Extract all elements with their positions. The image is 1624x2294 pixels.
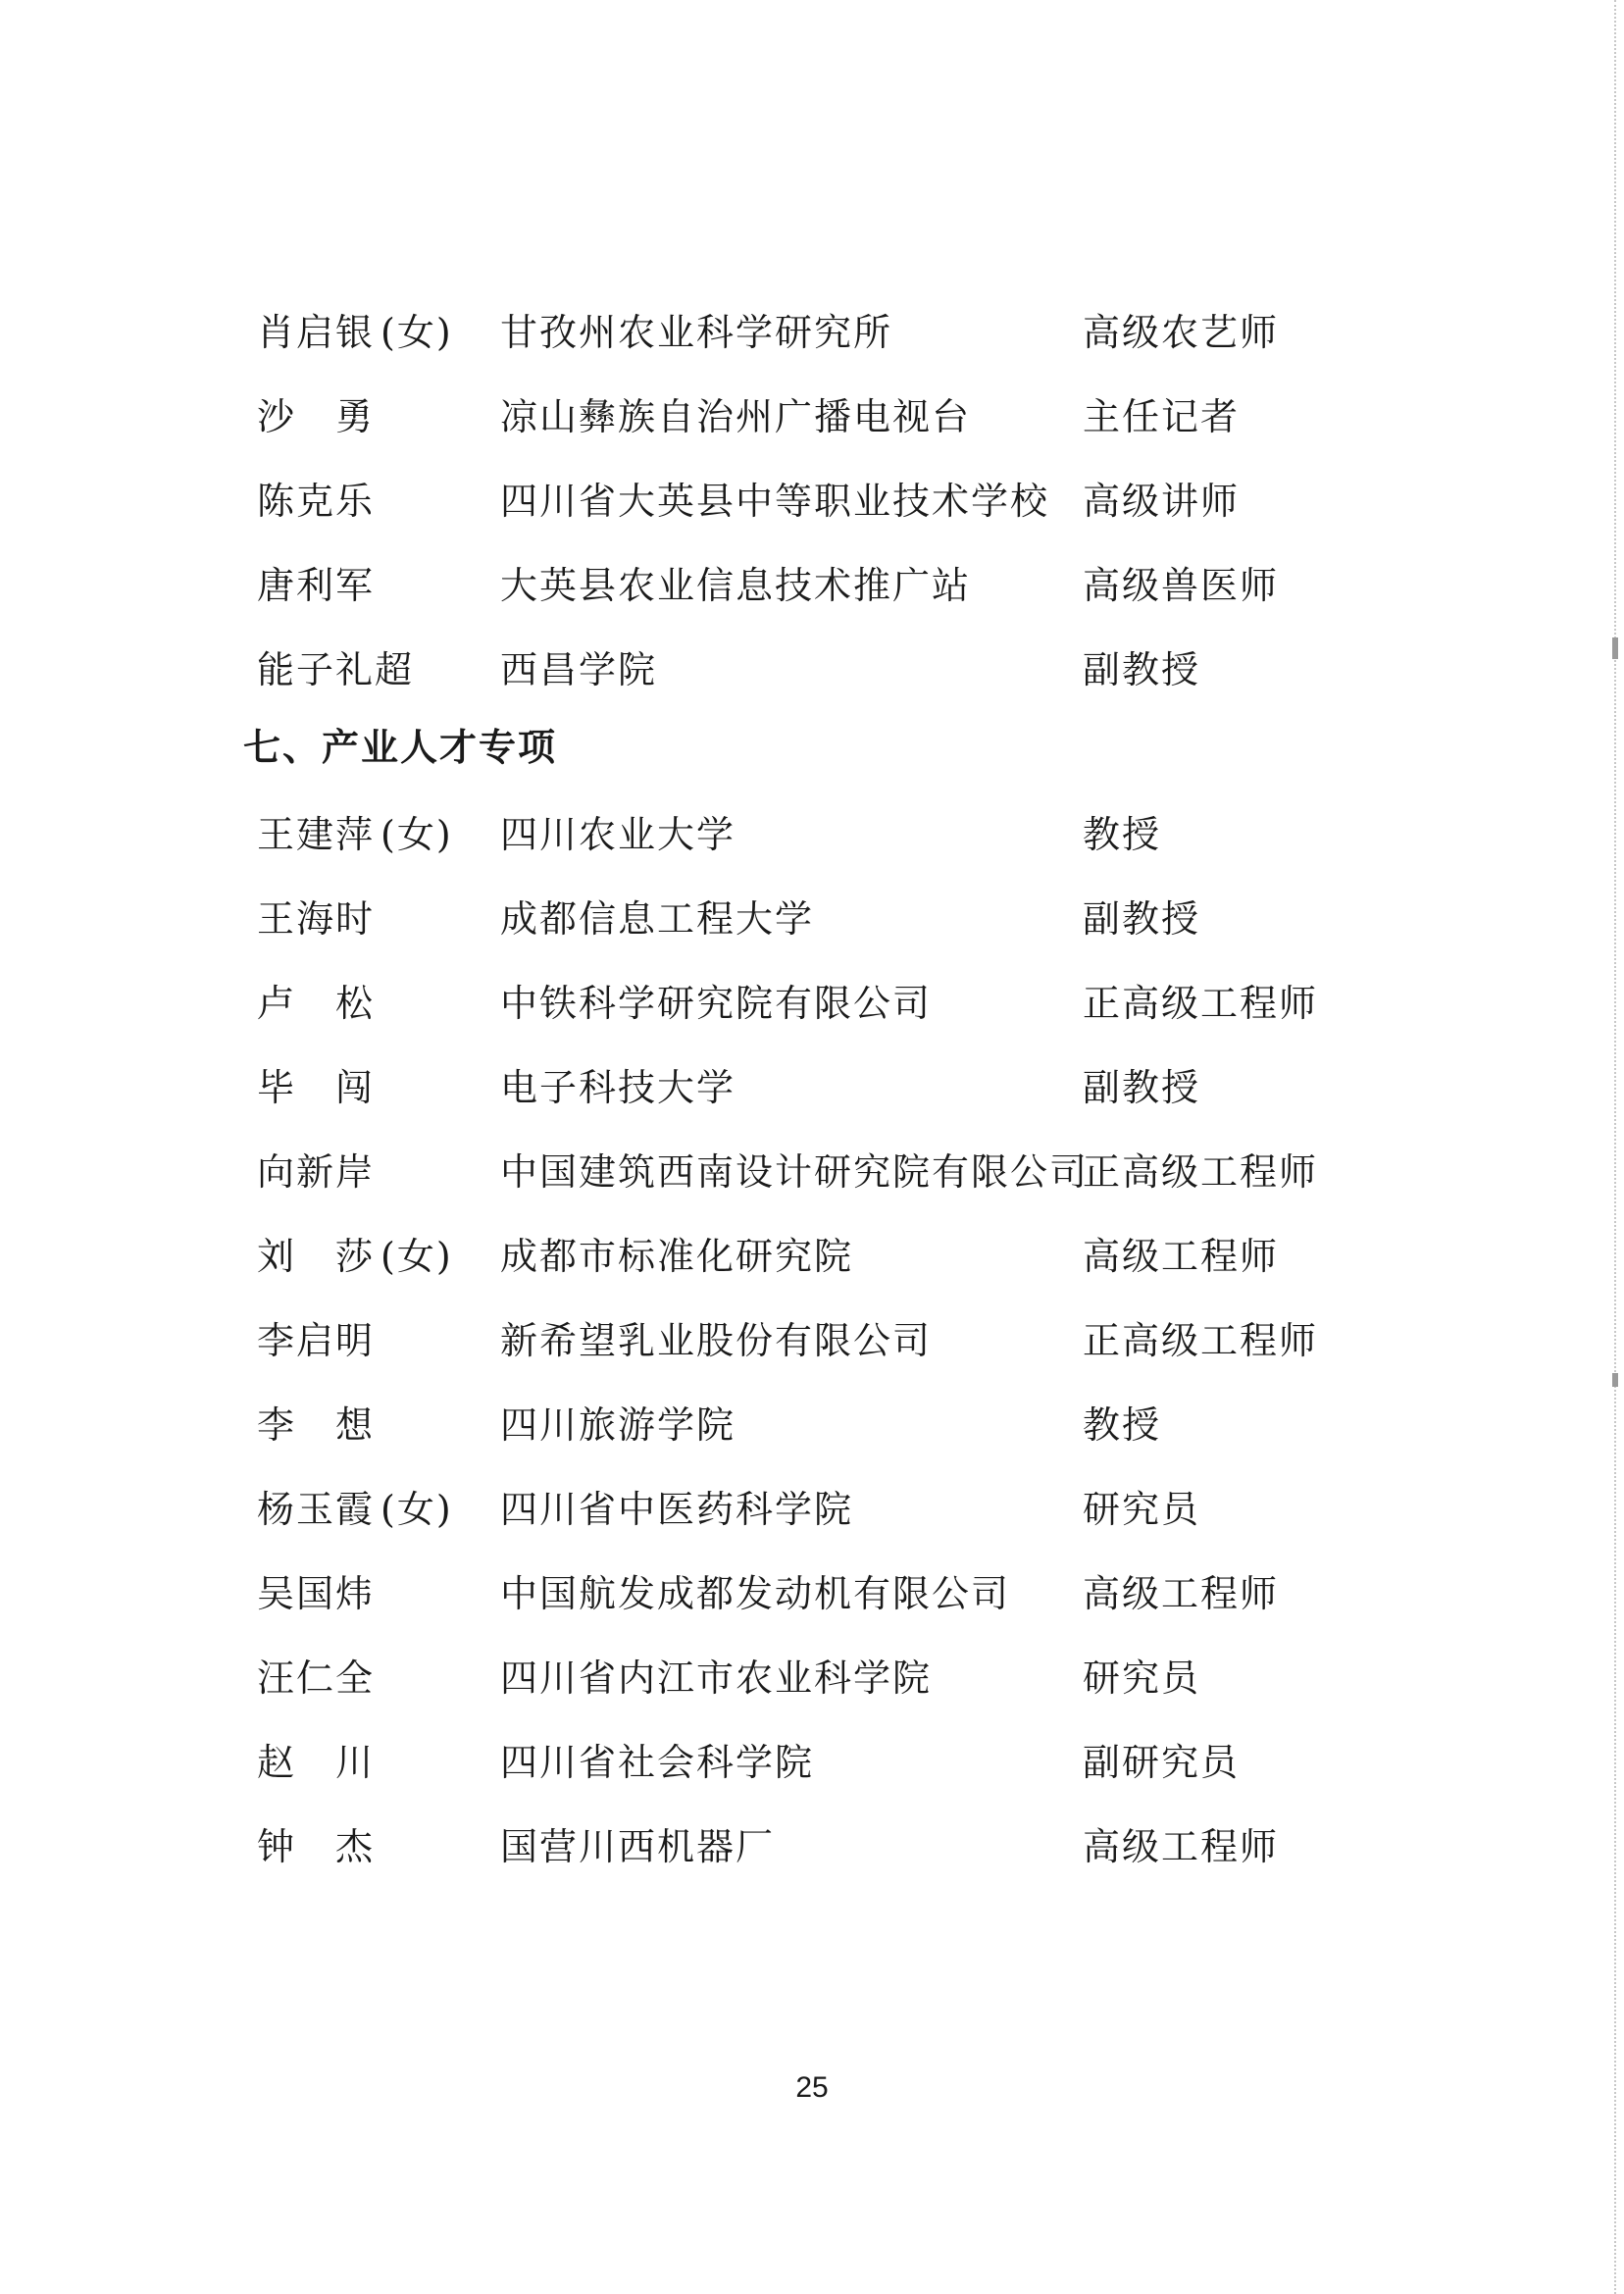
person-name: 唐利军 [257, 564, 376, 607]
job-title: 高级农艺师 [1083, 311, 1280, 354]
list-item [0, 1053, 1624, 1122]
list-item [0, 551, 1624, 620]
job-title: 副教授 [1083, 648, 1201, 691]
list-item [0, 800, 1624, 869]
list-item [0, 382, 1624, 451]
person-name: 王建萍 (女) [257, 813, 453, 856]
person-name: 赵 川 [257, 1741, 376, 1784]
organization: 凉山彝族自治州广播电视台 [500, 395, 972, 438]
job-title: 研究员 [1083, 1488, 1201, 1531]
organization: 四川省社会科学院 [500, 1741, 815, 1784]
scan-edge-line [1614, 0, 1616, 2294]
section-heading: 七、产业人才专项 [243, 726, 558, 769]
job-title: 高级兽医师 [1083, 564, 1280, 607]
gender-note: (女) [381, 813, 453, 856]
page-number: 25 [795, 2071, 829, 2104]
job-title: 高级讲师 [1083, 480, 1241, 523]
list-item [0, 1812, 1624, 1881]
gender-note: (女) [381, 1488, 453, 1531]
list-item [0, 636, 1624, 704]
list-item [0, 1475, 1624, 1544]
person-name: 肖启银 (女) [257, 311, 453, 354]
list-item [0, 1306, 1624, 1375]
person-name: 陈克乐 [257, 480, 376, 523]
list-item [0, 1138, 1624, 1206]
person-name: 沙 勇 [257, 395, 376, 438]
organization: 四川省大英县中等职业技术学校 [500, 480, 1050, 523]
person-name: 李启明 [257, 1319, 376, 1362]
scan-mark [1612, 1373, 1618, 1387]
job-title: 教授 [1083, 1403, 1162, 1447]
job-title: 副教授 [1083, 897, 1201, 941]
person-name: 刘 莎 (女) [257, 1235, 453, 1278]
organization: 成都市标准化研究院 [500, 1235, 854, 1278]
job-title: 正高级工程师 [1083, 982, 1319, 1025]
list-item [0, 885, 1624, 953]
list-item [0, 1728, 1624, 1797]
scan-mark [1612, 637, 1618, 659]
organization: 电子科技大学 [500, 1066, 736, 1109]
list-item [0, 1391, 1624, 1459]
organization: 四川旅游学院 [500, 1403, 736, 1447]
job-title: 正高级工程师 [1083, 1319, 1319, 1362]
gender-note: (女) [381, 311, 453, 354]
job-title: 高级工程师 [1083, 1572, 1280, 1615]
person-name: 王海时 [257, 897, 376, 941]
organization: 西昌学院 [500, 648, 658, 691]
organization: 甘孜州农业科学研究所 [500, 311, 893, 354]
list-item [0, 298, 1624, 367]
organization: 国营川西机器厂 [500, 1825, 776, 1868]
list-item [0, 1222, 1624, 1291]
job-title: 研究员 [1083, 1657, 1201, 1700]
job-title: 高级工程师 [1083, 1235, 1280, 1278]
job-title: 高级工程师 [1083, 1825, 1280, 1868]
person-name: 钟 杰 [257, 1825, 376, 1868]
organization: 中国航发成都发动机有限公司 [500, 1572, 1011, 1615]
person-name: 杨玉霞 (女) [257, 1488, 453, 1531]
list-item [0, 1559, 1624, 1628]
organization: 四川省内江市农业科学院 [500, 1657, 933, 1700]
list-item [0, 467, 1624, 535]
person-name: 汪仁全 [257, 1657, 376, 1700]
job-title: 副研究员 [1083, 1741, 1241, 1784]
person-name: 李 想 [257, 1403, 376, 1447]
job-title: 教授 [1083, 813, 1162, 856]
person-name: 能子礼超 [257, 648, 415, 691]
job-title: 主任记者 [1083, 395, 1241, 438]
organization: 成都信息工程大学 [500, 897, 815, 941]
organization: 四川农业大学 [500, 813, 736, 856]
person-name: 向新岸 [257, 1150, 376, 1194]
gender-note: (女) [381, 1235, 453, 1278]
person-name: 卢 松 [257, 982, 376, 1025]
organization: 新希望乳业股份有限公司 [500, 1319, 933, 1362]
organization: 四川省中医药科学院 [500, 1488, 854, 1531]
job-title: 副教授 [1083, 1066, 1201, 1109]
organization: 中铁科学研究院有限公司 [500, 982, 933, 1025]
list-item [0, 969, 1624, 1038]
organization: 中国建筑西南设计研究院有限公司 [500, 1150, 1090, 1194]
organization: 大英县农业信息技术推广站 [500, 564, 972, 607]
person-name: 吴国炜 [257, 1572, 376, 1615]
list-item [0, 1644, 1624, 1712]
job-title: 正高级工程师 [1083, 1150, 1319, 1194]
person-name: 毕 闯 [257, 1066, 376, 1109]
